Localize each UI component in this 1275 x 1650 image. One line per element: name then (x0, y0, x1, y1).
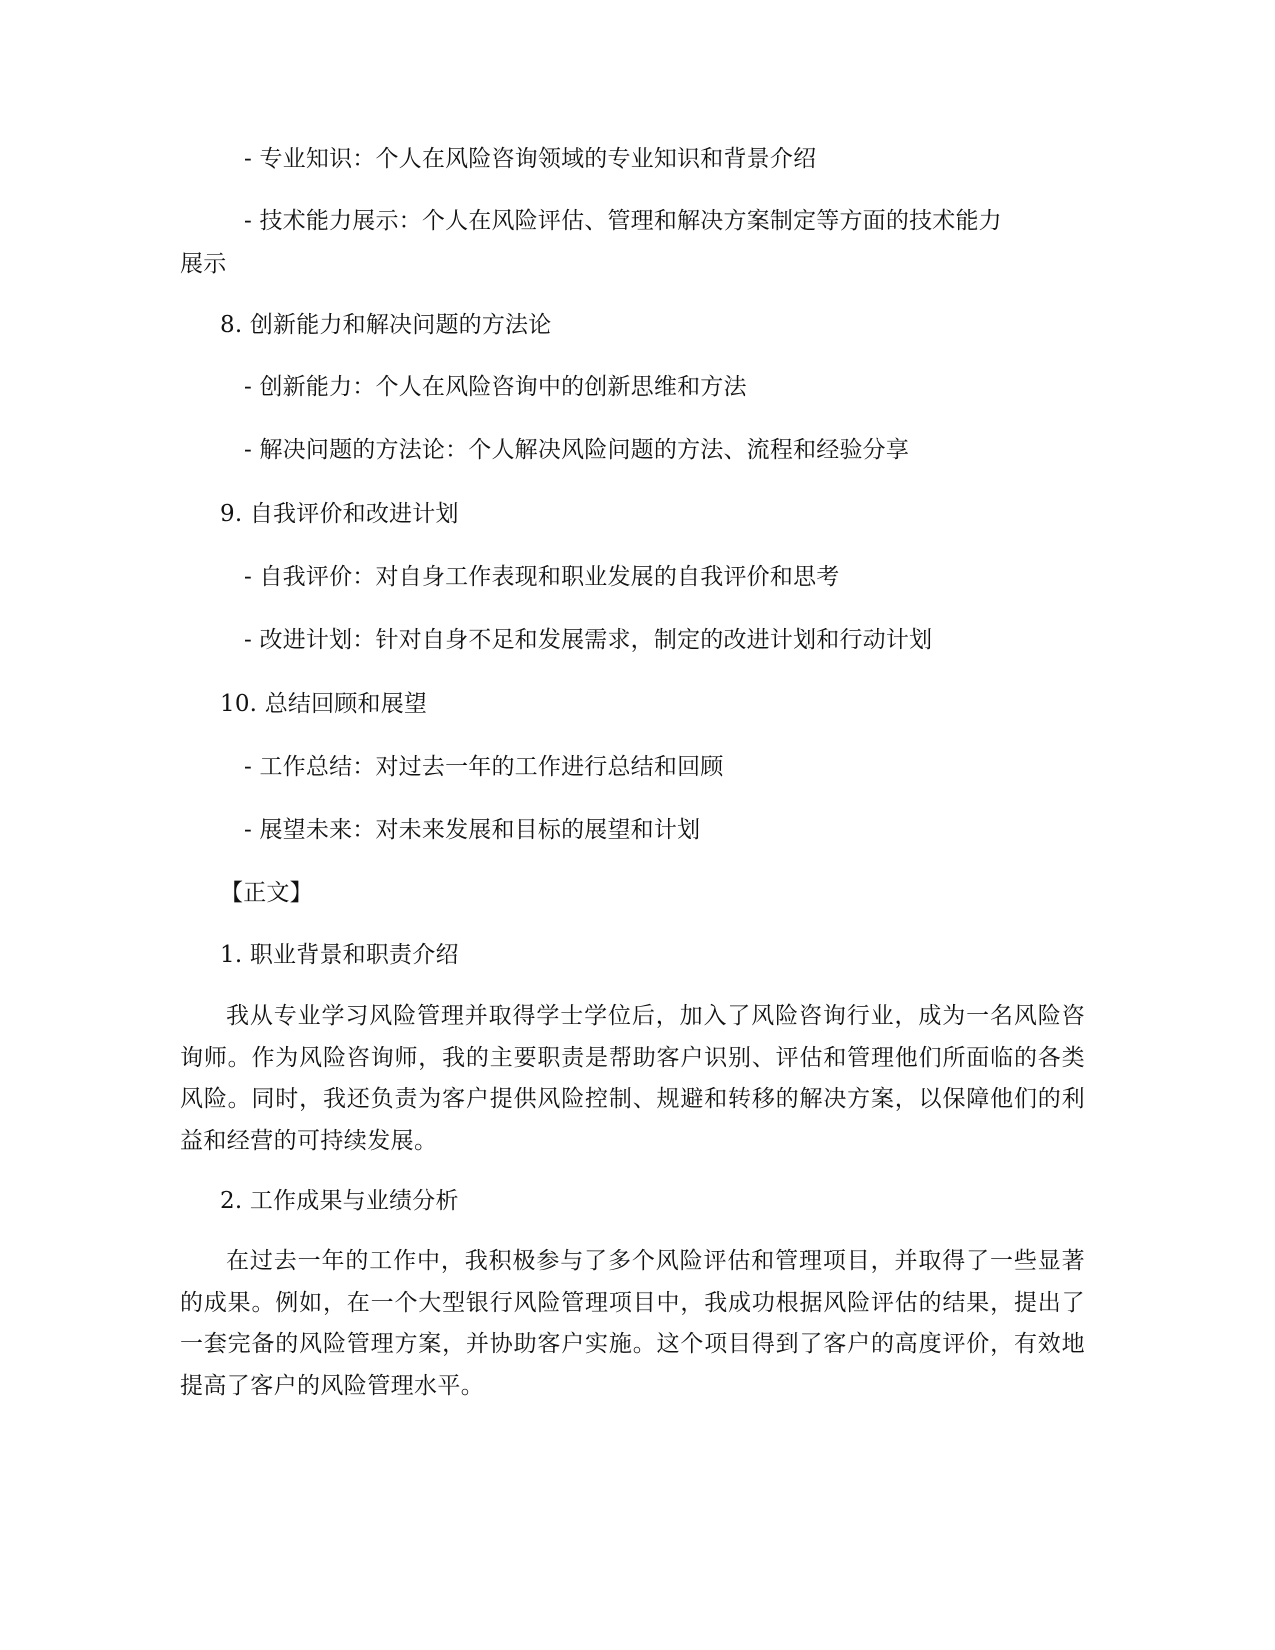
outline-item-work-summary: - 工作总结：对过去一年的工作进行总结和回顾 (244, 754, 724, 780)
section-2-title: 2. 工作成果与业绩分析 (220, 1188, 459, 1214)
outline-item-innovation-ability: - 创新能力：个人在风险咨询中的创新思维和方法 (244, 374, 747, 400)
section-9-title: 9. 自我评价和改进计划 (220, 501, 459, 527)
outline-item-professional-knowledge: - 专业知识：个人在风险咨询领域的专业知识和背景介绍 (244, 146, 817, 172)
outline-item-technical-ability-continuation: 展示 (180, 251, 227, 277)
section-1-paragraph: 我从专业学习风险管理并取得学士学位后，加入了风险咨询行业，成为一名风险咨询师。作为风险咨询师，我的主要职责是帮助客户识别、评估和管理他们所面临的各类风险。同时，我还负责为客户提供风险控制、规避和转移的解决方案，以保障他们的利益和经营的可持续发展。 (180, 1003, 1085, 1154)
section-1-title: 1. 职业背景和职责介绍 (220, 942, 459, 968)
section-8-title: 8. 创新能力和解决问题的方法论 (220, 312, 552, 338)
outline-item-self-evaluation: - 自我评价：对自身工作表现和职业发展的自我评价和思考 (244, 564, 840, 590)
section-10-title: 10. 总结回顾和展望 (220, 691, 428, 717)
outline-item-improvement-plan: - 改进计划：针对自身不足和发展需求，制定的改进计划和行动计划 (244, 627, 933, 653)
outline-item-outlook: - 展望未来：对未来发展和目标的展望和计划 (244, 817, 701, 843)
outline-item-technical-ability: - 技术能力展示：个人在风险评估、管理和解决方案制定等方面的技术能力 (244, 208, 1002, 234)
body-heading: 【正文】 (220, 880, 313, 906)
outline-item-problem-solving: - 解决问题的方法论：个人解决风险问题的方法、流程和经验分享 (244, 437, 910, 463)
section-2-paragraph: 在过去一年的工作中，我积极参与了多个风险评估和管理项目，并取得了一些显著的成果。例如，在一个大型银行风险管理项目中，我成功根据风险评估的结果，提出了一套完备的风险管理方案，并协助客户实施。这个项目得到了客户的高度评价，有效地提高了客户的风险管理水平。 (180, 1248, 1085, 1399)
